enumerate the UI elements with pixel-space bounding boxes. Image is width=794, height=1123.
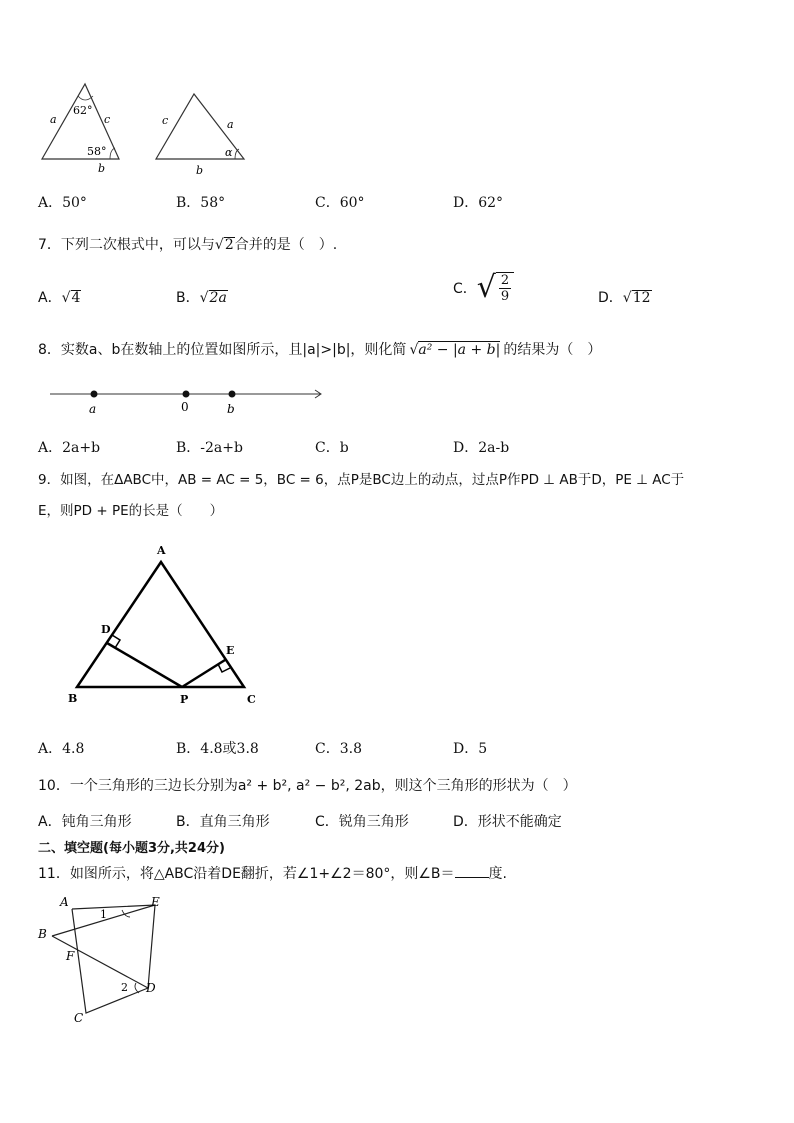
- q7-option-c-numerator: 2: [500, 273, 510, 288]
- q7-text-before: 7．下列二次根式中，可以与: [38, 237, 215, 253]
- section-title-fill-in: 二、填空题(每小题3分,共24分): [38, 841, 225, 856]
- q6-left-angle-right: 58°: [87, 145, 107, 158]
- q11-label-f: F: [66, 949, 75, 963]
- q8-question: [38, 339, 601, 359]
- q9-question-line1: 9．如图，在ΔABC中，AB = AC = 5，BC = 6，点P是BC边上的动点，过点P作PD ⊥ AB于D，PE ⊥ AC于: [38, 472, 685, 488]
- q6-right-angle-alpha: α: [225, 146, 233, 159]
- q9-label-c: C: [247, 693, 256, 706]
- q9-option-c: C．3.8: [315, 741, 362, 757]
- q6-option-a: A．50°: [38, 195, 87, 211]
- q11-label-b: B: [38, 927, 47, 941]
- q8-option-a: A．2a+b: [38, 440, 101, 456]
- q9-option-b: B．4.8或3.8: [176, 741, 259, 757]
- q6-figure: [30, 78, 260, 178]
- q9-option-d: D．5: [453, 741, 488, 757]
- q10-option-d: D．形状不能确定: [453, 814, 562, 830]
- q9-question-line2: E，则PD + PE的长是（ ）: [38, 503, 224, 519]
- q9-label-e: E: [226, 644, 235, 657]
- q11-question: [38, 863, 507, 883]
- q9-label-d: D: [101, 623, 111, 636]
- q6-left-angle-top: 62°: [73, 104, 93, 117]
- q6-right-side-b: b: [196, 164, 204, 177]
- q11-figure: [30, 890, 175, 1025]
- q10-option-b: B．直角三角形: [176, 814, 270, 830]
- q6-right-side-a: a: [227, 118, 234, 131]
- q8-number-line: [45, 382, 330, 417]
- q7-option-c-denominator: 9: [500, 289, 510, 304]
- q11-label-c: C: [74, 1011, 84, 1025]
- q7-option-d: D．√12: [598, 290, 651, 306]
- q9-label-p: P: [180, 693, 189, 706]
- q9-option-a: A．4.8: [38, 741, 85, 757]
- q8-text-before: 8．实数a、b在数轴上的位置如图所示，且|a|>|b|，则化简: [38, 342, 407, 358]
- q8-point-b: [229, 391, 236, 398]
- q7-option-b: B．√2a: [176, 290, 227, 306]
- q8-label-b: b: [227, 402, 235, 416]
- q11-angle-1: 1: [100, 908, 107, 921]
- q6-left-side-a: a: [50, 113, 57, 126]
- q7-option-a: A．√4: [38, 290, 81, 306]
- q11-text-after: 度.: [488, 866, 507, 882]
- q11-angle-2: 2: [121, 981, 128, 994]
- q6-right-side-c: c: [162, 114, 169, 127]
- q9-figure: [60, 540, 270, 710]
- q6-option-b: B．58°: [176, 195, 226, 211]
- q8-option-b: B．-2a+b: [176, 440, 243, 456]
- q10-option-a: A．钝角三角形: [38, 814, 132, 830]
- q8-option-c: C．b: [315, 440, 349, 456]
- q9-label-b: B: [68, 692, 78, 705]
- q10-question: 10．一个三角形的三边长分别为a² + b², a² − b², 2ab，则这个三角形的形状为（ ）: [38, 778, 577, 794]
- q10-option-c: C．锐角三角形: [315, 814, 409, 830]
- q7-sqrt: √2: [214, 237, 234, 253]
- q7-question: [38, 234, 337, 254]
- q11-text-before: 11．如图所示，将△ABC沿着DE翻折，若∠1+∠2＝80°，则∠B＝: [38, 866, 455, 882]
- q8-text-after: 的结果为（ ）: [503, 342, 602, 358]
- q6-option-c: C．60°: [315, 195, 365, 211]
- q6-left-side-b: b: [98, 162, 106, 175]
- q11-label-d: D: [146, 981, 156, 995]
- q9-label-a: A: [157, 544, 166, 557]
- q8-label-a: a: [89, 402, 97, 416]
- q11-answer-blank: [455, 864, 489, 878]
- q6-option-d: D．62°: [453, 195, 504, 211]
- q6-left-side-c: c: [104, 113, 111, 126]
- q6-left-triangle: [42, 84, 119, 175]
- q8-expression: √a² − |a + b|: [409, 342, 501, 358]
- q7-text-after: 合并的是（ ）.: [234, 237, 338, 253]
- q8-point-a: [91, 391, 98, 398]
- q11-label-e: E: [151, 895, 160, 909]
- q8-label-zero: 0: [181, 400, 189, 414]
- q8-point-zero: [183, 391, 190, 398]
- q7-option-c: C． √ $\frac{2}{9}$: [453, 272, 514, 304]
- q6-right-triangle: [156, 94, 244, 177]
- q8-option-d: D．2a-b: [453, 440, 510, 456]
- q11-label-a: A: [60, 895, 69, 909]
